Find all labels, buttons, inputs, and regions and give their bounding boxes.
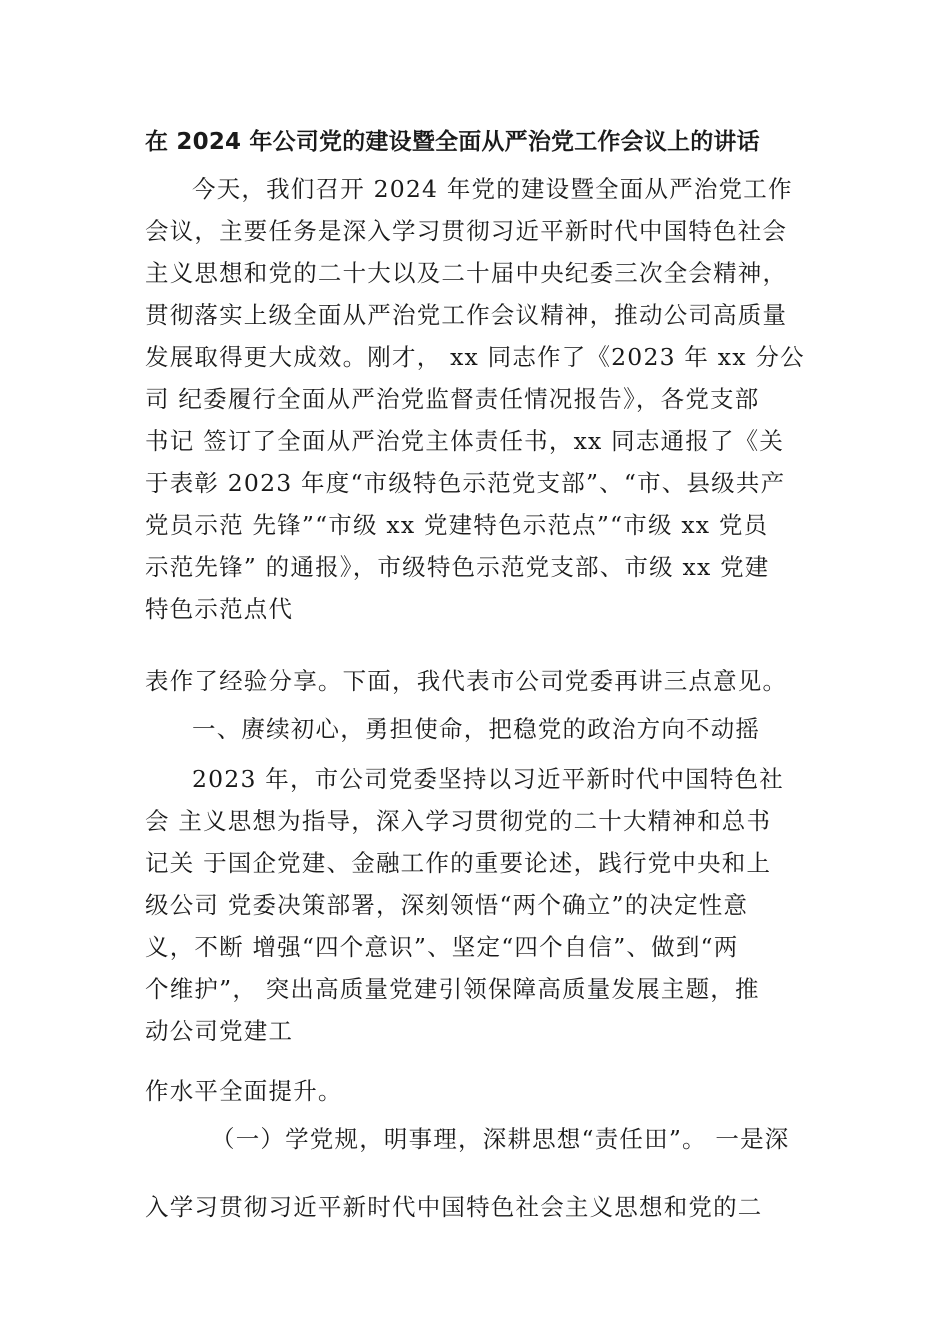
- paragraph-line: 示范先锋” 的通报》，市级特色示范党支部、市级 xx 党建: [145, 553, 770, 581]
- paragraph-section-1-tail: [145, 1070, 810, 1112]
- document-title: 在 2024 年公司党的建设暨全面从严治党工作会议上的讲话: [145, 129, 760, 155]
- paragraph-line: 特色示范点代: [145, 595, 294, 623]
- paragraph-section-1: [145, 758, 810, 1052]
- paragraph-subsection-1: [145, 1186, 810, 1228]
- subsection-heading-text: （一）学党规，明事理，深耕思想“责任田”。 一是深: [211, 1125, 790, 1153]
- paragraph-line: 记关 于国企党建、金融工作的重要论述，践行党中央和上: [145, 849, 772, 877]
- paragraph-line: 会 主义思想为指导，深入学习贯彻党的二十大精神和总书: [145, 807, 772, 835]
- subsection-heading-1: [145, 1118, 810, 1160]
- paragraph-line: 级公司 党委决策部署，深刻领悟“两个确立”的决定性意: [145, 891, 749, 919]
- paragraph-opening-tail: [145, 660, 810, 702]
- section-heading-text: 一、赓续初心，勇担使命，把稳党的政治方向不动摇: [192, 715, 761, 743]
- paragraph-line: 2023 年，市公司党委坚持以习近平新时代中国特色社: [192, 765, 784, 793]
- section-heading-1: [145, 708, 810, 750]
- paragraph-line: 书记 签订了全面从严治党主体责任书，xx 同志通报了《关: [145, 427, 785, 455]
- paragraph-line: 今天，我们召开 2024 年党的建设暨全面从严治党工作: [192, 175, 793, 203]
- paragraph-line: 表作了经验分享。下面，我代表市公司党委再讲三点意见。: [145, 667, 788, 695]
- paragraph-line: 会议，主要任务是深入学习贯彻习近平新时代中国特色社会: [145, 217, 788, 245]
- paragraph-line: 贯彻落实上级全面从严治党工作会议精神，推动公司高质量: [145, 301, 788, 329]
- paragraph-line: 党员示范 先锋”“市级 xx 党建特色示范点”“市级 xx 党员: [145, 511, 769, 539]
- paragraph-line: 动公司党建工: [145, 1017, 294, 1045]
- paragraph-line: 主义思想和党的二十大以及二十届中央纪委三次全会精神，: [145, 259, 788, 287]
- paragraph-line: 义，不断 增强“四个意识”、坚定“四个自信”、做到“两: [145, 933, 739, 961]
- paragraph-opening: [145, 168, 810, 630]
- paragraph-line: 司 纪委履行全面从严治党监督责任情况报告》，各党支部: [145, 385, 760, 413]
- paragraph-line: 于表彰 2023 年度“市级特色示范党支部”、“市、县级共产: [145, 469, 786, 497]
- paragraph-line: 个维护”， 突出高质量党建引领保障高质量发展主题，推: [145, 975, 760, 1003]
- paragraph-line: 入学习贯彻习近平新时代中国特色社会主义思想和党的二: [145, 1193, 763, 1221]
- paragraph-line: 作水平全面提升。: [145, 1077, 343, 1105]
- paragraph-line: 发展取得更大成效。刚才， xx 同志作了《2023 年 xx 分公: [145, 343, 805, 371]
